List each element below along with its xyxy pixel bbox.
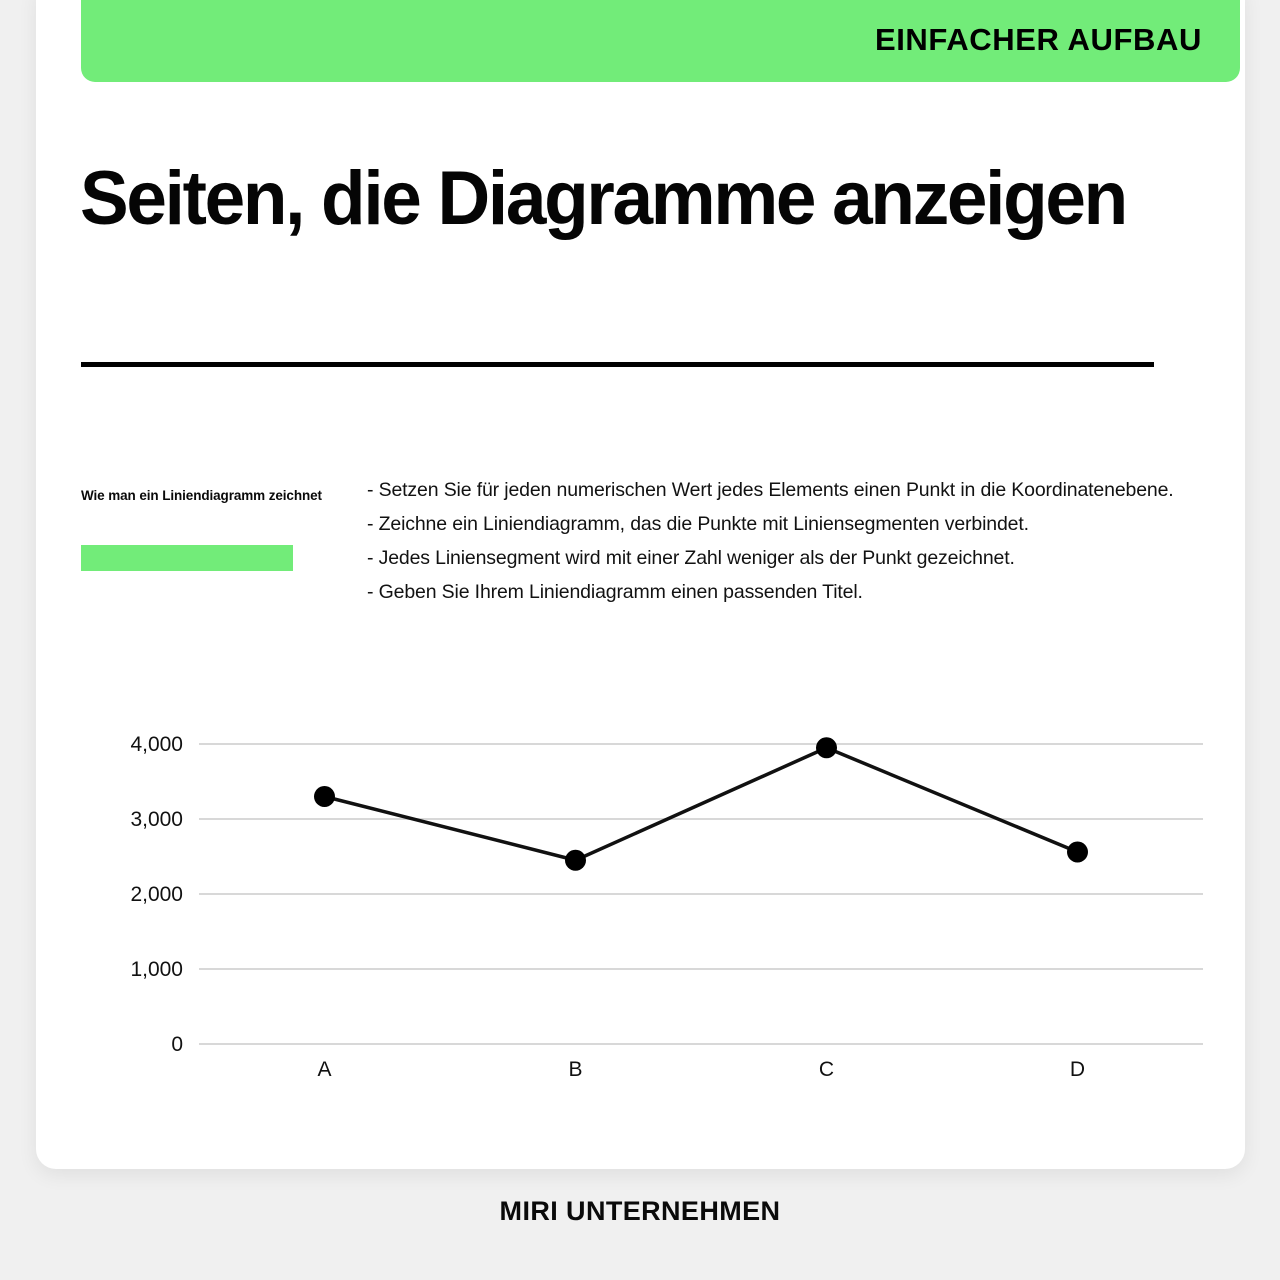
info-left-title: Wie man ein Liniendiagramm zeichnet: [81, 488, 322, 503]
data-point-marker: [565, 850, 586, 871]
header-banner: [81, 0, 1240, 82]
info-row: [81, 465, 1201, 617]
x-axis-tick-label: A: [317, 1058, 332, 1081]
y-axis-tick-label: 1,000: [130, 958, 183, 981]
x-axis-tick-label: D: [1069, 1058, 1086, 1081]
y-axis-tick-label: 3,000: [130, 808, 183, 831]
data-line: [325, 748, 1078, 861]
x-axis-tick-label: C: [818, 1058, 835, 1081]
page-title: Seiten, die Diagramme anzeigen: [80, 156, 1126, 241]
title-divider: [81, 362, 1154, 367]
bullet-list: [365, 465, 1201, 617]
y-axis-tick-label: 2,000: [130, 883, 183, 906]
content-card: [36, 0, 1245, 1169]
line-chart: [81, 700, 1221, 1120]
line-chart-svg: [81, 700, 1221, 1100]
info-left-column: [81, 465, 365, 571]
y-axis-tick-label: 0: [171, 1033, 183, 1056]
footer-label: MIRI UNTERNEHMEN: [499, 1196, 781, 1226]
accent-bar: [81, 545, 293, 571]
data-point-marker: [1067, 842, 1088, 863]
banner-label: EINFACHER AUFBAU: [874, 22, 1202, 57]
list-item: - Zeichne ein Liniendiagramm, das die Punkte mit Liniensegmenten verbindet.: [367, 513, 1029, 535]
data-point-marker: [816, 737, 837, 758]
x-axis-tick-label: B: [568, 1058, 583, 1081]
list-item: - Jedes Liniensegment wird mit einer Zahl weniger als der Punkt gezeichnet.: [367, 547, 1015, 569]
data-point-marker: [314, 786, 335, 807]
y-axis-tick-label: 4,000: [130, 733, 183, 756]
list-item: - Setzen Sie für jeden numerischen Wert jedes Elements einen Punkt in die Koordinatenebene.: [367, 479, 1174, 501]
list-item: - Geben Sie Ihrem Liniendiagramm einen passenden Titel.: [367, 581, 863, 603]
